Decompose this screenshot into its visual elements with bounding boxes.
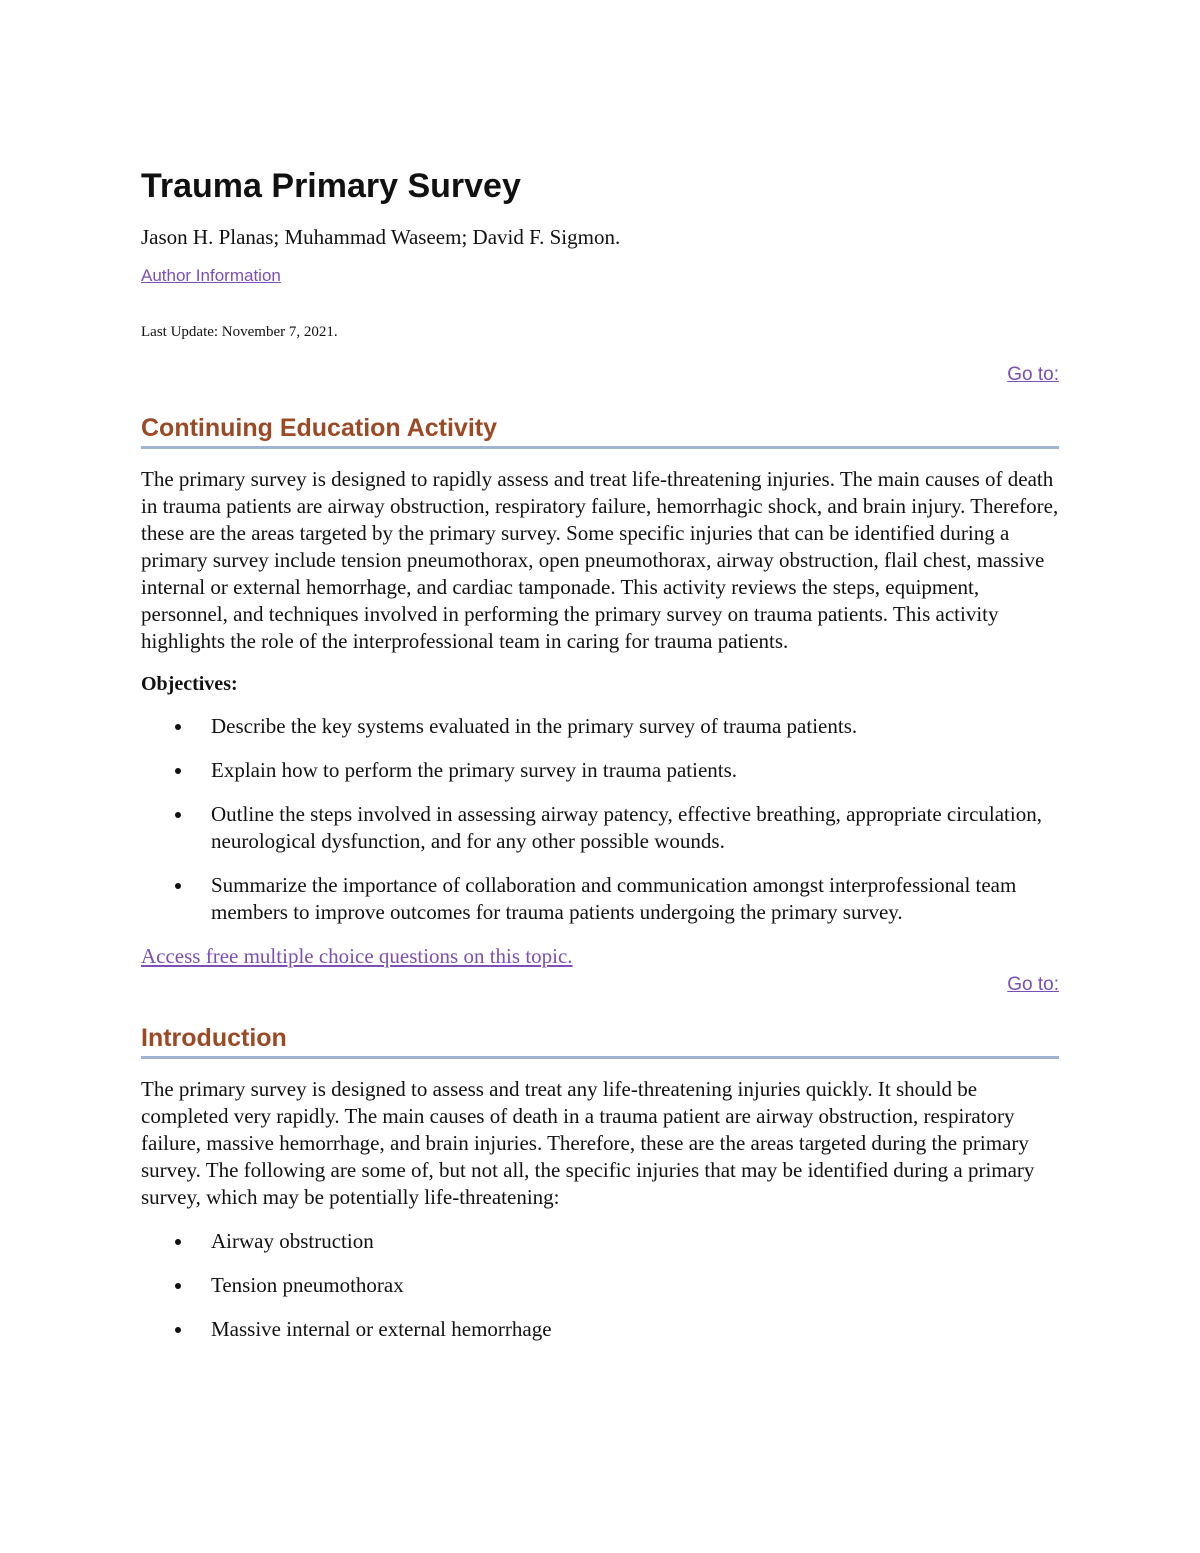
author-list: Jason H. Planas; Muhammad Waseem; David F. Sigmon. [141, 225, 621, 249]
bullet-icon [175, 1283, 181, 1289]
injury-text: Airway obstruction [211, 1229, 374, 1253]
injury-text: Massive internal or external hemorrhage [211, 1317, 552, 1341]
article-page [141, 160, 1059, 1343]
injury-item [141, 1228, 1059, 1255]
bullet-icon [175, 812, 181, 818]
objective-text: Explain how to perform the primary survey in trauma patients. [211, 758, 738, 782]
injuries-list [141, 1228, 1059, 1343]
introduction-paragraph: The primary survey is designed to assess and treat any life-threatening injuries quickly. It should be completed very rapidly. The main causes of death in a trauma patient are airway obstruction, respiratory failure, massive hemorrhage, and brain injuries. Therefore, these are the areas targeted during the primary survey. The following are some of, but not all, the specific injuries that may be identified during a primary survey, which may be potentially life-threatening: [141, 1077, 1035, 1209]
bullet-icon [175, 768, 181, 774]
injury-text: Tension pneumothorax [211, 1273, 404, 1297]
bullet-icon [175, 883, 181, 889]
section-heading-introduction: Introduction [141, 1022, 1059, 1059]
page-title: Trauma Primary Survey [141, 167, 521, 205]
injury-item [141, 1316, 1059, 1343]
objective-item [141, 713, 1059, 740]
goto-link[interactable]: Go to: [1007, 974, 1059, 995]
objective-text: Describe the key systems evaluated in the primary survey of trauma patients. [211, 714, 858, 738]
injury-item [141, 1272, 1059, 1299]
objective-text: Summarize the importance of collaboration and communication amongst interprofessional team members to improve outcomes for trauma patients undergoing the primary survey. [211, 873, 1017, 924]
objective-text: Outline the steps involved in assessing airway patency, effective breathing, appropriate circulation, neurological dysfunction, and for any other possible wounds. [211, 802, 1042, 853]
mcq-link[interactable]: Access free multiple choice questions on this topic. [141, 944, 573, 968]
bullet-icon [175, 724, 181, 730]
objectives-list [141, 713, 1059, 926]
continuing-education-paragraph: The primary survey is designed to rapidly assess and treat life-threatening injuries. The main causes of death in trauma patients are airway obstruction, respiratory failure, hemorrhagic shock, and brain injury. Therefore, these are the areas targeted by the primary survey. Some specific injuries that can be identified during a primary survey include tension pneumothorax, open pneumothorax, airway obstruction, flail chest, massive internal or external hemorrhage, and cardiac tamponade. This activity reviews the steps, equipment, personnel, and techniques involved in performing the primary survey on trauma patients. This activity highlights the role of the interprofessional team in caring for trauma patients. [141, 467, 1059, 653]
bullet-icon [175, 1327, 181, 1333]
last-update-date: Last Update: November 7, 2021. [141, 324, 338, 340]
bullet-icon [175, 1239, 181, 1245]
author-information-link[interactable]: Author Information [141, 266, 281, 285]
goto-nav-1 [141, 364, 1059, 386]
goto-nav-2 [141, 974, 1059, 996]
section-heading-continuing-education: Continuing Education Activity [141, 412, 1059, 449]
goto-link[interactable]: Go to: [1007, 364, 1059, 385]
objective-item [141, 757, 1059, 784]
objective-item [141, 872, 1059, 926]
objectives-label: Objectives: [141, 673, 238, 695]
objective-item [141, 801, 1059, 855]
